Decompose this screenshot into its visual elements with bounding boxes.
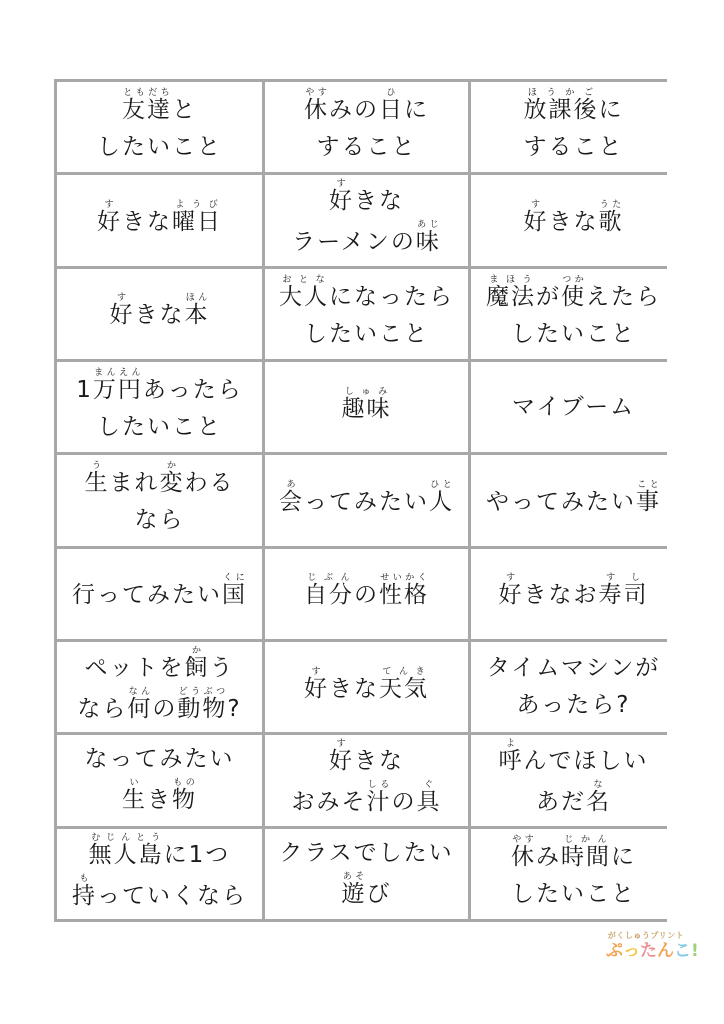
card-text: クラスでしたい — [279, 839, 454, 866]
card-text: ペットを — [84, 655, 185, 682]
furigana-reading: しゅみ — [341, 386, 392, 397]
furigana-reading: ひ — [379, 88, 404, 99]
furigana-word — [341, 386, 392, 422]
topic-card — [57, 735, 262, 825]
card-text: が — [536, 283, 561, 310]
card-text-line — [487, 650, 661, 687]
card-text: っていくなら — [97, 882, 247, 909]
furigana-reading: す — [523, 199, 549, 210]
card-text-line — [524, 200, 624, 241]
card-text-line — [486, 275, 661, 316]
topic-card — [57, 642, 262, 732]
kanji-text: 歌 — [598, 208, 624, 235]
card-text: きな — [354, 188, 404, 215]
card-text-line — [511, 835, 636, 876]
card-text: きな — [548, 208, 599, 235]
card-text-line — [499, 739, 649, 780]
kanji-text: 日 — [379, 97, 404, 124]
furigana-word — [177, 687, 228, 723]
kanji-text: 天気 — [379, 675, 429, 702]
topic-card — [471, 455, 676, 545]
topic-card — [471, 362, 676, 452]
furigana-word — [72, 873, 97, 909]
kanji-text: 変 — [159, 470, 185, 497]
topic-card — [471, 175, 676, 265]
topic-card — [471, 82, 676, 172]
kanji-text: 汁 — [366, 789, 392, 816]
logo-char: ん — [657, 941, 674, 961]
card-text: に1つ — [163, 841, 231, 868]
furigana-word — [598, 199, 624, 235]
furigana-word — [127, 687, 153, 723]
card-text-line — [524, 129, 624, 166]
furigana-reading: あじ — [415, 220, 441, 231]
furigana-reading: か — [159, 461, 185, 472]
topic-card — [471, 642, 676, 732]
kanji-text: 人 — [429, 488, 454, 515]
kanji-text: 生 — [122, 787, 147, 814]
kanji-text: 趣味 — [341, 395, 392, 422]
furigana-reading: ともだち — [122, 88, 172, 99]
card-text-line — [89, 833, 231, 874]
kanji-text: 物 — [172, 787, 197, 814]
card-text: おみそ — [291, 789, 367, 816]
furigana-reading: ほん — [184, 293, 210, 304]
card-text: なら — [77, 696, 128, 723]
kanji-text: 具 — [416, 789, 442, 816]
topic-card — [471, 549, 676, 639]
furigana-word — [366, 780, 392, 816]
kanji-text: 味 — [415, 229, 441, 256]
kanji-text: 魔法 — [486, 283, 536, 310]
kanji-text: 事 — [636, 488, 661, 515]
card-text: きな — [354, 748, 404, 775]
furigana-word — [184, 293, 210, 329]
card-text-line — [97, 129, 222, 166]
card-text: すること — [316, 134, 417, 161]
topic-card — [57, 455, 262, 545]
furigana-word — [84, 461, 110, 497]
topic-card — [471, 269, 676, 359]
furigana-reading: す — [109, 293, 135, 304]
furigana-reading: てんき — [379, 666, 429, 677]
card-text: きな — [134, 302, 185, 329]
kanji-text: 放課後 — [523, 97, 599, 124]
kanji-text: 遊 — [341, 880, 367, 907]
card-text: あだ — [536, 789, 586, 816]
furigana-reading: あそ — [341, 871, 367, 882]
furigana-reading: す — [329, 739, 354, 750]
furigana-word — [523, 199, 549, 235]
card-text-line — [342, 387, 392, 428]
topic-card — [265, 735, 468, 825]
topic-card — [265, 175, 468, 265]
topic-card — [265, 82, 468, 172]
kanji-text: 名 — [586, 789, 611, 816]
card-text: ってみたい — [304, 488, 429, 515]
furigana-word — [498, 573, 524, 609]
card-text: に — [404, 97, 429, 124]
furigana-reading: じかん — [561, 834, 611, 845]
furigana-reading: つか — [561, 274, 586, 285]
furigana-reading: どうぶつ — [177, 687, 228, 698]
furigana-word — [304, 88, 329, 124]
furigana-reading: すし — [598, 573, 649, 584]
furigana-reading: なん — [127, 687, 153, 698]
card-text: 行ってみたい — [72, 582, 222, 609]
furigana-reading: うた — [598, 199, 624, 210]
card-text-line — [342, 872, 392, 913]
furigana-reading: むじんとう — [88, 832, 164, 843]
kanji-text: 呼 — [498, 748, 524, 775]
furigana-word — [416, 780, 442, 816]
furigana-word — [304, 666, 329, 702]
kanji-text: 無人島 — [88, 841, 164, 868]
card-text-line — [304, 573, 429, 614]
card-text-line — [122, 88, 197, 129]
furigana-reading: も — [72, 873, 97, 884]
furigana-word — [561, 274, 586, 310]
card-text: き — [147, 787, 172, 814]
card-text-line — [524, 88, 624, 129]
kanji-text: 好 — [109, 302, 135, 329]
card-text-line — [72, 573, 247, 614]
card-text-line — [511, 876, 636, 913]
card-text-line — [304, 316, 429, 353]
card-text-line — [317, 129, 417, 166]
card-text: み — [536, 843, 561, 870]
kanji-text: 自分 — [304, 582, 354, 609]
kanji-text: 好 — [498, 582, 524, 609]
card-text: きなお — [523, 582, 599, 609]
furigana-reading: す — [329, 179, 354, 190]
topic-card — [57, 829, 262, 919]
card-text: きな — [122, 208, 172, 235]
kanji-text: 飼 — [184, 655, 210, 682]
kanji-text: 友達 — [122, 97, 172, 124]
card-text: び — [366, 880, 392, 907]
kanji-text: 使 — [561, 283, 586, 310]
card-text: きな — [329, 675, 379, 702]
topic-card — [57, 82, 262, 172]
card-text: の — [354, 582, 379, 609]
furigana-reading: か — [184, 646, 210, 657]
furigana-reading: こと — [636, 479, 661, 490]
card-text: まれ — [109, 470, 160, 497]
furigana-word — [159, 461, 185, 497]
logo-char: っ — [623, 941, 640, 961]
furigana-word — [586, 780, 611, 816]
card-text: やってみたい — [486, 488, 636, 515]
card-text: したいこと — [97, 134, 222, 161]
topic-card — [57, 549, 262, 639]
furigana-word — [172, 199, 222, 235]
topic-card — [471, 735, 676, 825]
furigana-word — [279, 274, 329, 310]
card-text-line — [304, 667, 429, 708]
card-text: わる — [184, 470, 235, 497]
card-text-line — [279, 275, 454, 316]
furigana-word — [97, 199, 122, 235]
topic-card — [57, 362, 262, 452]
furigana-word — [172, 778, 197, 814]
furigana-word — [109, 293, 135, 329]
card-text: んでほしい — [523, 748, 649, 775]
furigana-word — [329, 179, 354, 215]
furigana-reading: な — [586, 780, 611, 791]
card-text: の — [152, 696, 178, 723]
card-text: ? — [227, 696, 242, 723]
logo-char: ぷ — [606, 941, 623, 961]
furigana-word — [598, 573, 649, 609]
furigana-word — [304, 573, 354, 609]
furigana-reading: う — [84, 461, 110, 472]
furigana-reading: くに — [222, 573, 247, 584]
kanji-text: 本 — [184, 302, 210, 329]
logo-title — [606, 941, 699, 961]
card-text-line — [85, 741, 235, 778]
topic-card — [265, 642, 468, 732]
logo-char: こ — [674, 941, 691, 961]
kanji-text: 大人 — [279, 283, 329, 310]
kanji-text: 好 — [329, 748, 354, 775]
card-text-line — [97, 200, 222, 241]
furigana-word — [498, 739, 524, 775]
card-text: したいこと — [511, 880, 636, 907]
furigana-reading: す — [498, 573, 524, 584]
furigana-reading: ぐ — [416, 780, 442, 791]
card-text: になったら — [329, 283, 454, 310]
kanji-text: 会 — [279, 488, 304, 515]
card-text: なら — [134, 507, 185, 534]
furigana-reading: おとな — [279, 274, 329, 285]
furigana-word — [429, 479, 454, 515]
kanji-text: 好 — [329, 188, 354, 215]
furigana-reading: い — [122, 778, 147, 789]
furigana-word — [122, 88, 172, 124]
card-text-line — [85, 646, 235, 687]
kanji-text: 休 — [511, 843, 536, 870]
card-text-line — [279, 835, 453, 872]
card-text-line — [511, 316, 636, 353]
furigana-word — [379, 666, 429, 702]
card-text-line — [72, 874, 247, 915]
card-text: に — [611, 843, 636, 870]
furigana-reading: せいかく — [379, 573, 429, 584]
kanji-text: 万円 — [92, 377, 143, 404]
card-text-line — [110, 293, 210, 334]
card-text: したいこと — [97, 414, 222, 441]
furigana-reading: もの — [172, 778, 197, 789]
card-text: に — [598, 97, 624, 124]
card-text: あったら? — [516, 692, 631, 719]
card-text-line — [499, 573, 649, 614]
kanji-text: 休 — [304, 97, 329, 124]
furigana-reading: やす — [304, 88, 329, 99]
topic-card — [471, 829, 676, 919]
card-text: すること — [523, 134, 624, 161]
topic-card-grid — [54, 79, 667, 922]
furigana-reading: やす — [511, 834, 536, 845]
kanji-text: 好 — [304, 675, 329, 702]
topic-card — [265, 362, 468, 452]
furigana-word — [636, 479, 661, 515]
card-text-line — [77, 687, 241, 728]
kanji-text: 性格 — [379, 582, 429, 609]
furigana-word — [279, 479, 304, 515]
card-text-line — [536, 780, 611, 821]
furigana-reading: あ — [279, 479, 304, 490]
kanji-text: 何 — [127, 696, 153, 723]
furigana-word — [486, 274, 536, 310]
furigana-word — [92, 368, 143, 404]
furigana-word — [88, 832, 164, 868]
card-text-line — [97, 409, 222, 446]
furigana-word — [415, 220, 441, 256]
card-text-line — [329, 179, 404, 220]
kanji-text: 好 — [523, 208, 549, 235]
furigana-reading: ようび — [172, 199, 222, 210]
furigana-word — [523, 88, 599, 124]
card-text-line — [517, 687, 631, 724]
furigana-reading: まんえん — [92, 368, 143, 379]
logo-char: た — [640, 941, 657, 961]
card-text-line — [486, 480, 661, 521]
furigana-word — [511, 834, 536, 870]
card-text: あったら — [142, 377, 243, 404]
kanji-text: 動物 — [177, 696, 228, 723]
furigana-word — [379, 573, 429, 609]
card-text-line — [292, 780, 442, 821]
furigana-word — [122, 778, 147, 814]
card-text: の — [391, 789, 417, 816]
topic-card — [265, 455, 468, 545]
kanji-text: 曜日 — [172, 208, 222, 235]
kanji-text: 寿司 — [598, 582, 649, 609]
card-text: タイムマシンが — [486, 655, 661, 682]
furigana-reading: じぶん — [304, 573, 354, 584]
card-text-line — [76, 368, 242, 409]
card-text: したいこと — [304, 320, 429, 347]
kanji-text: 時間 — [561, 843, 611, 870]
card-text: う — [209, 655, 235, 682]
card-text-line — [512, 389, 635, 426]
card-text-line — [304, 88, 429, 129]
card-text: なってみたい — [84, 746, 235, 773]
furigana-reading: まほう — [486, 274, 536, 285]
card-text: みの — [329, 97, 379, 124]
topic-card — [265, 829, 468, 919]
card-text: えたら — [586, 283, 661, 310]
furigana-word — [341, 871, 367, 907]
furigana-reading: ほうかご — [523, 88, 599, 99]
card-text-line — [329, 739, 404, 780]
logo-char: ! — [691, 941, 699, 961]
topic-card — [57, 269, 262, 359]
furigana-reading: よ — [498, 739, 524, 750]
logo-subtitle: がくしゅうプリント — [607, 931, 685, 940]
card-text-line — [135, 502, 185, 539]
furigana-word — [379, 88, 404, 124]
card-text: 1 — [76, 377, 93, 404]
kanji-text: 持 — [72, 882, 97, 909]
topic-card — [265, 269, 468, 359]
furigana-word — [222, 573, 247, 609]
topic-card — [57, 175, 262, 265]
furigana-reading: ひと — [429, 479, 454, 490]
site-logo — [606, 930, 699, 961]
furigana-reading: す — [304, 666, 329, 677]
topic-card — [265, 549, 468, 639]
card-text: ラーメンの — [292, 229, 416, 256]
kanji-text: 好 — [97, 208, 122, 235]
card-text: と — [172, 97, 197, 124]
furigana-reading: す — [97, 199, 122, 210]
kanji-text: 生 — [84, 470, 110, 497]
card-text-line — [292, 220, 441, 261]
card-text: したいこと — [511, 320, 636, 347]
kanji-text: 国 — [222, 582, 247, 609]
card-text: マイブーム — [511, 393, 636, 420]
card-text-line — [279, 480, 454, 521]
furigana-word — [561, 834, 611, 870]
card-text-line — [122, 778, 197, 819]
card-text-line — [85, 461, 235, 502]
furigana-reading: しる — [366, 780, 392, 791]
furigana-word — [184, 646, 210, 682]
furigana-word — [329, 739, 354, 775]
